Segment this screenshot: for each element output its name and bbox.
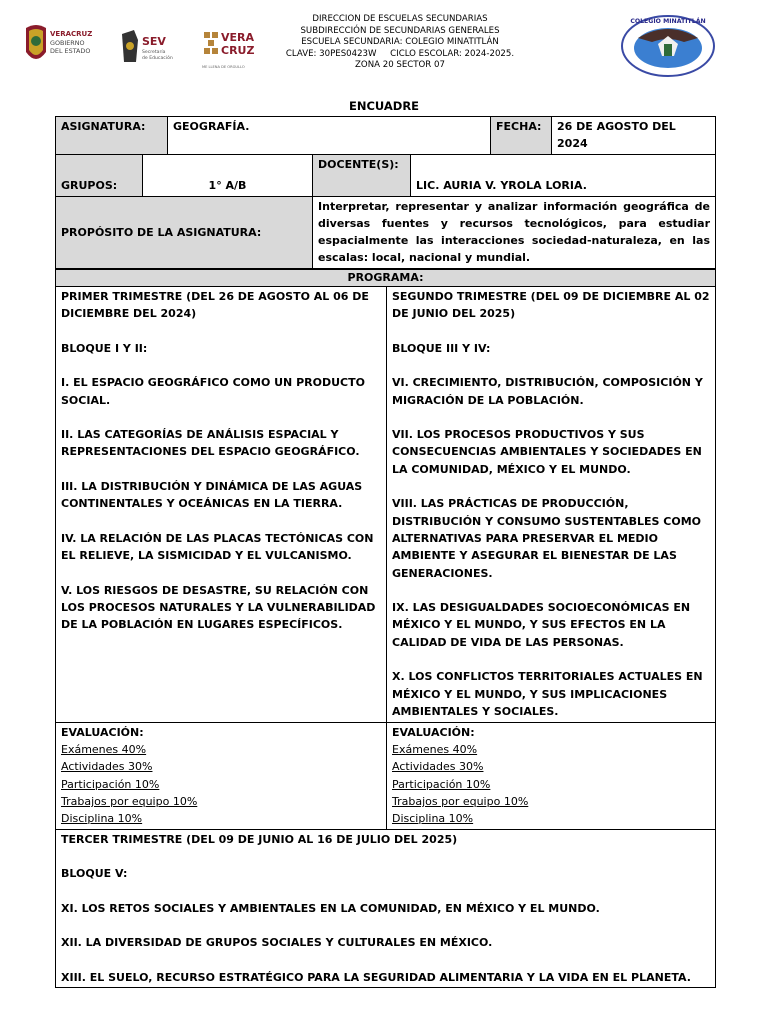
svg-text:CRUZ: CRUZ	[221, 44, 255, 57]
encuadre-form	[55, 116, 715, 988]
asignatura-label: ASIGNATURA:	[56, 117, 168, 155]
asignatura-value: GEOGRAFÍA.	[168, 117, 491, 155]
programa-label: PROGRAMA:	[56, 269, 716, 286]
evaluacion-item: Actividades 30%	[61, 760, 153, 774]
docente-value: LIC. AURIA V. YROLA LORIA.	[411, 154, 716, 196]
evaluacion-item: Trabajos por equipo 10%	[392, 794, 529, 808]
proposito-label: PROPÓSITO DE LA ASIGNATURA:	[56, 196, 313, 268]
header-line: ESCUELA SECUNDARIA: COLEGIO MINATITLÁN	[301, 37, 499, 48]
svg-text:ME LLENA DE ORGULLO: ME LLENA DE ORGULLO	[202, 65, 245, 69]
evaluacion-item: Exámenes 40%	[61, 743, 147, 757]
evaluacion-item: Participación 10%	[61, 777, 160, 791]
trimestre-1	[56, 286, 387, 722]
trimestre-3	[56, 829, 716, 988]
fecha-label: FECHA:	[491, 117, 552, 155]
evaluacion-label: EVALUACIÓN:	[61, 725, 144, 739]
trimestre-3-bloque: BLOQUE V:	[61, 867, 128, 881]
svg-text:SEV: SEV	[142, 35, 166, 48]
svg-text:GOBIERNO: GOBIERNO	[50, 39, 85, 47]
svg-text:DEL ESTADO: DEL ESTADO	[50, 47, 91, 55]
evaluacion-label: EVALUACIÓN:	[392, 725, 475, 739]
programa-table	[55, 269, 716, 988]
trimestre-2	[387, 286, 716, 722]
header-line: CLAVE: 30PES0423W CICLO ESCOLAR: 2024-2025.	[285, 48, 515, 59]
trimestre-3-title: TERCER TRIMESTRE (DEL 09 DE JUNIO AL 16 DE JULIO DEL 2025)	[61, 832, 458, 846]
school-seal-logo	[618, 12, 718, 78]
docente-label: DOCENTE(S):	[313, 154, 411, 196]
trimestre-2-bloque: BLOQUE III Y IV:	[392, 341, 491, 355]
sev-logo	[118, 26, 198, 70]
trimestre-2-item: VI. CRECIMIENTO, DISTRIBUCIÓN, COMPOSICIÓN Y MIGRACIÓN DE LA POBLACIÓN.	[392, 376, 703, 407]
trimestre-1-item: IV. LA RELACIÓN DE LAS PLACAS TECTÓNICAS CON EL RELIEVE, LA SISMICIDAD Y EL VULCANISMO.	[61, 531, 374, 563]
header-logos	[22, 22, 255, 74]
trimestre-1-item: III. LA DISTRIBUCIÓN Y DINÁMICA DE LAS AGUAS CONTINENTALES Y OCEÁNICAS EN LA TIERRA.	[61, 480, 363, 511]
svg-text:COLEGIO MINATITLÁN: COLEGIO MINATITLÁN	[630, 18, 706, 25]
header-text	[250, 14, 550, 72]
fecha-value: 26 DE AGOSTO DEL 2024	[552, 117, 716, 155]
evaluacion-2	[387, 722, 716, 829]
document-title: ENCUADRE	[348, 99, 420, 113]
trimestre-1-item: I. EL ESPACIO GEOGRÁFICO COMO UN PRODUCTO SOCIAL.	[61, 376, 365, 407]
trimestre-1-item: V. LOS RIESGOS DE DESASTRE, SU RELACIÓN CON LOS PROCESOS NATURALES Y LA VULNERABILIDAD DE LA POBLACIÓN EN LUGARES ESPECÍFICOS.	[61, 583, 376, 632]
trimestre-2-item: IX. LAS DESIGUALDADES SOCIOECONÓMICAS EN MÉXICO Y EL MUNDO, Y SUS EFECTOS EN LA CALIDAD DE VIDA DE LAS PERSONAS.	[392, 601, 691, 649]
trimestre-1-bloque: BLOQUE I Y II:	[61, 341, 148, 355]
svg-text:VERA: VERA	[221, 31, 255, 44]
evaluacion-item: Actividades 30%	[392, 760, 484, 774]
evaluacion-1	[56, 722, 387, 829]
evaluacion-item: Trabajos por equipo 10%	[61, 794, 198, 808]
header-line: SUBDIRECCIÓN DE SECUNDARIAS GENERALES	[300, 25, 500, 36]
header-line: ZONA 20 SECTOR 07	[355, 60, 445, 71]
veracruz-government-logo	[22, 22, 112, 74]
trimestre-2-title: SEGUNDO TRIMESTRE (DEL 09 DE DICIEMBRE AL 02 DE JUNIO DEL 2025)	[392, 289, 710, 321]
evaluacion-item: Disciplina 10%	[392, 812, 474, 826]
svg-text:de Educación: de Educación	[142, 56, 173, 61]
evaluacion-item: Exámenes 40%	[392, 743, 478, 757]
proposito-value: Interpretar, representar y analizar información geográfica de diversas fuentes y recursos tecnológicos, para estudiar espacialmente las interacciones sociedad-naturaleza, en las escalas: local, nacional y mundial.	[313, 196, 716, 268]
trimestre-3-item: XIII. EL SUELO, RECURSO ESTRATÉGICO PARA LA SEGURIDAD ALIMENTARIA Y LA VIDA EN EL PLANETA.	[61, 970, 691, 984]
evaluacion-item: Disciplina 10%	[61, 812, 143, 826]
trimestre-1-title: PRIMER TRIMESTRE (DEL 26 DE AGOSTO AL 06 DE DICIEMBRE DEL 2024)	[61, 289, 369, 321]
trimestre-1-item: II. LAS CATEGORÍAS DE ANÁLISIS ESPACIAL Y REPRESENTACIONES DEL ESPACIO GEOGRÁFICO.	[61, 428, 360, 459]
evaluacion-item: Participación 10%	[392, 777, 491, 791]
trimestre-3-item: XI. LOS RETOS SOCIALES Y AMBIENTALES EN LA COMUNIDAD, EN MÉXICO Y EL MUNDO.	[61, 901, 600, 915]
svg-text:Secretaría: Secretaría	[142, 50, 166, 55]
trimestre-2-item: VIII. LAS PRÁCTICAS DE PRODUCCIÓN, DISTRIBUCIÓN Y CONSUMO SUSTENTABLES COMO ALTERNATIVAS PARA PRESERVAR EL MEDIO AMBIENTE Y ASEGURAR EL BIENESTAR DE LAS GENERACIONES.	[392, 497, 702, 580]
info-table	[55, 116, 716, 269]
svg-text:VERACRUZ: VERACRUZ	[50, 30, 93, 38]
header-line: DIRECCION DE ESCUELAS SECUNDARIAS	[312, 14, 488, 24]
trimestre-2-item: VII. LOS PROCESOS PRODUCTIVOS Y SUS CONSECUENCIAS AMBIENTALES Y SOCIEDADES EN LA COMUNIDAD, MÉXICO Y EL MUNDO.	[392, 428, 702, 476]
trimestre-3-item: XII. LA DIVERSIDAD DE GRUPOS SOCIALES Y CULTURALES EN MÉXICO.	[61, 936, 493, 950]
grupos-label: GRUPOS:	[56, 154, 143, 196]
grupos-value: 1° A/B	[143, 154, 313, 196]
trimestre-2-item: X. LOS CONFLICTOS TERRITORIALES ACTUALES EN MÉXICO Y EL MUNDO, Y SUS IMPLICACIONES AMBIENTALES Y SOCIALES.	[392, 670, 703, 718]
